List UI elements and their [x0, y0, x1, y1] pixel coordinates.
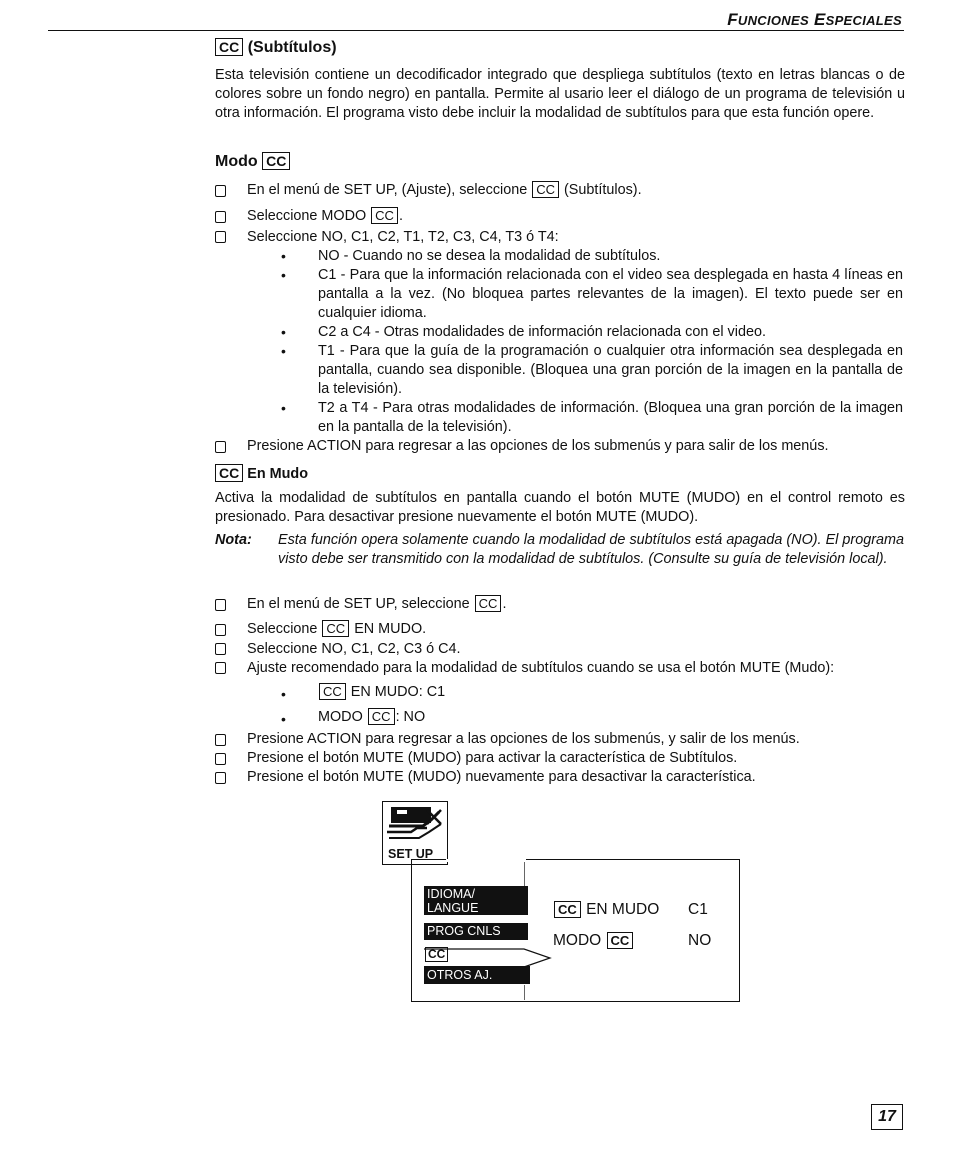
- setting-label: EN MUDO: [586, 901, 660, 918]
- list-item: T2 a T4 - Para otras modalidades de información. (Bloquea una gran porción de la imagen en la pantalla de la televisión).: [318, 400, 903, 435]
- step-box-icon: [215, 599, 226, 611]
- note-label: Nota:: [215, 532, 252, 548]
- step-box-icon: [215, 441, 226, 453]
- bullet-icon: •: [281, 343, 286, 359]
- step-text: Ajuste recomendado para la modalidad de subtítulos cuando se usa el botón MUTE (Mudo):: [247, 660, 835, 676]
- step-text: Presione ACTION para regresar a las opciones de los submenús y para salir de los menús.: [247, 438, 829, 454]
- section-title-modo: [215, 152, 290, 171]
- setting-value: NO: [688, 932, 712, 949]
- menu-guide-line: [524, 985, 525, 1000]
- setup-icon: [383, 802, 447, 846]
- bullet-icon: •: [281, 324, 286, 340]
- step-text: En el menú de SET UP, (Ajuste), seleccione CC (Subtítulos).: [247, 182, 642, 198]
- cc-symbol: CC: [262, 152, 290, 170]
- section-title-text: Modo: [215, 153, 258, 170]
- step-box-icon: [215, 662, 226, 674]
- step-text: Presione ACTION para regresar a las opciones de los submenús, y salir de los menús.: [247, 731, 800, 747]
- step-box-icon: [215, 231, 226, 243]
- header-word: SPECIALES: [825, 13, 902, 28]
- setup-label: SET UP: [388, 847, 434, 861]
- menu-item-prog-cnls[interactable]: PROG CNLS: [424, 923, 528, 940]
- cc-symbol: CC: [368, 708, 395, 725]
- frame-gap: [446, 859, 526, 862]
- step-text: Presione el botón MUTE (MUDO) nuevamente para desactivar la característica.: [247, 769, 756, 785]
- list-item: C2 a C4 - Otras modalidades de información relacionada con el video.: [318, 324, 766, 340]
- cc-symbol: CC: [607, 932, 634, 949]
- header-word: UNCIONES: [737, 13, 809, 28]
- menu-item-otros[interactable]: OTROS AJ.: [424, 966, 530, 984]
- step-box-icon: [215, 753, 226, 765]
- step-box-icon: [215, 211, 226, 223]
- step-box-icon: [215, 643, 226, 655]
- section-title-text: (Subtítulos): [247, 39, 337, 56]
- note-text: Esta función opera solamente cuando la modalidad de subtítulos está apagada (NO). El programa visto debe ser transmitido con la modalidad de subtítulos. (Consulte su guía de televisión local).: [278, 532, 904, 567]
- bullet-icon: •: [281, 686, 286, 702]
- cc-symbol: CC: [554, 901, 581, 918]
- cc-symbol: CC: [215, 464, 243, 482]
- page-number: 17: [871, 1104, 903, 1130]
- step-text: En el menú de SET UP, seleccione CC .: [247, 596, 507, 612]
- list-item: NO - Cuando no se desea la modalidad de subtítulos.: [318, 248, 661, 264]
- setting-label: MODO: [553, 932, 602, 949]
- list-item: CC EN MUDO: C1: [318, 683, 445, 702]
- cc-symbol: CC: [532, 181, 559, 198]
- cc-symbol: CC: [319, 683, 346, 700]
- setting-row-modo: [553, 931, 634, 950]
- step-text: Seleccione CC EN MUDO.: [247, 621, 427, 637]
- setup-icon-box: [382, 801, 448, 865]
- step-box-icon: [215, 772, 226, 784]
- list-item: T1 - Para que la guía de la programación o cualquier otra información sea desplegada en pantalla, cuando sea disponible. (Bloquea una gran porción de la imagen en la pantalla de la televisión).: [318, 343, 903, 397]
- setting-value: C1: [688, 901, 708, 918]
- header-letter: E: [813, 10, 826, 29]
- bullet-icon: •: [281, 267, 286, 283]
- bullet-icon: •: [281, 711, 286, 727]
- setting-row-en-mudo: [553, 900, 659, 919]
- header-letter: F: [727, 10, 738, 29]
- menu-item-idioma[interactable]: IDIOMA/ LANGUE: [424, 886, 528, 915]
- section-title-text: En Mudo: [247, 466, 308, 482]
- cc-symbol: CC: [475, 595, 502, 612]
- step-box-icon: [215, 624, 226, 636]
- bullet-icon: •: [281, 400, 286, 416]
- list-item: MODO CC : NO: [318, 709, 426, 725]
- bullet-icon: •: [281, 248, 286, 264]
- cc-symbol: CC: [322, 620, 349, 637]
- step-text: Seleccione NO, C1, C2, T1, T2, C3, C4, T3 ó T4:: [247, 229, 559, 245]
- step-box-icon: [215, 734, 226, 746]
- section-header: [727, 10, 902, 30]
- list-item: C1 - Para que la información relacionada con el video sea desplegada en hasta 4 líneas en pantalla a la vez. (No bloquea partes relevantes de la imagen). El texto puede ser en cualquier idioma.: [318, 267, 903, 321]
- step-box-icon: [215, 185, 226, 197]
- mudo-paragraph: Activa la modalidad de subtítulos en pantalla cuando el botón MUTE (MUDO) en el control remoto es presionado. Para desactivar presione nuevamente el botón MUTE (MUDO).: [215, 490, 905, 525]
- header-rule: [48, 30, 904, 31]
- cc-symbol: CC: [425, 947, 448, 962]
- menu-guide-line: [524, 862, 525, 886]
- step-text: Presione el botón MUTE (MUDO) para activar la característica de Subtítulos.: [247, 750, 738, 766]
- cc-symbol: CC: [371, 207, 398, 224]
- step-text: Seleccione NO, C1, C2, C3 ó C4.: [247, 641, 461, 657]
- section-title-en-mudo: [215, 464, 308, 484]
- cc-symbol: CC: [215, 38, 243, 56]
- intro-paragraph: Esta televisión contiene un decodificador integrado que despliega subtítulos (texto en letras blancas o de colores sobre un fondo negro) en pantalla. Permite al usario leer el diálogo de un programa de televisión u otra información. El programa visto debe incluir la modalidad de subtítulos para que esta función opere.: [215, 67, 905, 121]
- section-title-subtitulos: [215, 38, 337, 57]
- step-text: Seleccione MODO CC .: [247, 208, 403, 224]
